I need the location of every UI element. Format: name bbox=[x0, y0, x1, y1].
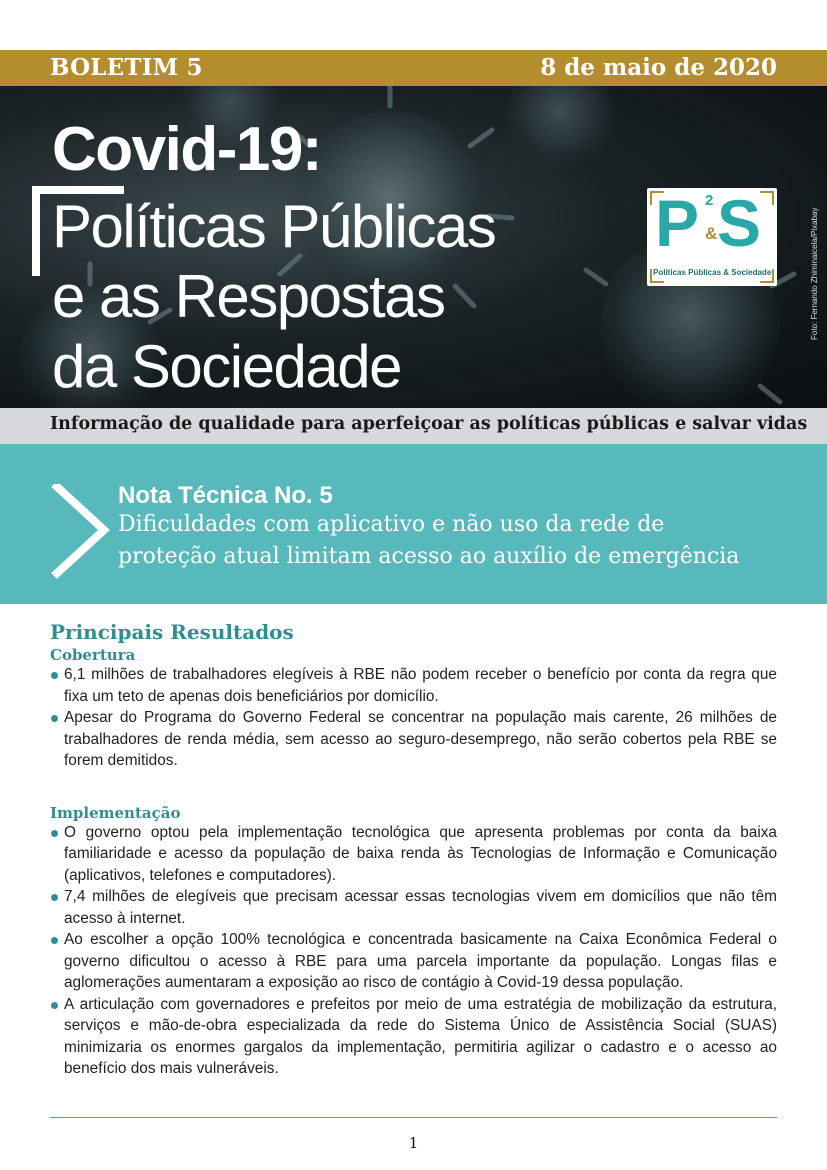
list-item: 7,4 milhões de elegíveis que precisam acessar essas tecnologias vivem em domicílios que não têm acesso à internet. bbox=[50, 886, 777, 929]
logo-letter-p: P bbox=[655, 186, 696, 260]
logo-tagline: Políticas Públicas & Sociedade bbox=[653, 268, 772, 277]
hero-banner bbox=[0, 86, 827, 408]
section-title-cobertura: Cobertura bbox=[50, 646, 136, 664]
section-title-implementacao: Implementação bbox=[50, 803, 181, 822]
logo-letter-s: S bbox=[717, 186, 762, 260]
tagline-text: Informação de qualidade para aperfeiçoar as políticas públicas e salvar vidas bbox=[50, 414, 808, 434]
photo-credit: Foto: Fernando Zhiminaicela/Pixabay bbox=[810, 207, 819, 340]
header-bar bbox=[0, 50, 827, 86]
footer-divider bbox=[50, 1117, 777, 1118]
logo-superscript: 2 bbox=[705, 192, 714, 209]
title-line-2: Políticas Públicas bbox=[52, 193, 496, 260]
list-item: O governo optou pela implementação tecnológica que apresenta problemas por conta da baixa familiaridade e acesso da população de baixa renda às Tecnologias de Informação e Comunicação (aplicativos, telefones e computadores). bbox=[50, 822, 777, 887]
logo-ampersand: & bbox=[705, 224, 718, 243]
tagline-band bbox=[0, 408, 827, 444]
results-heading: Principais Resultados bbox=[50, 620, 294, 644]
title-line-3: e as Respostas bbox=[52, 263, 445, 330]
title-line-1: Covid-19: bbox=[52, 115, 321, 184]
issue-label: BOLETIM 5 bbox=[50, 54, 203, 81]
technical-note-band bbox=[0, 444, 827, 604]
page-number: 1 bbox=[408, 1134, 419, 1152]
cobertura-list bbox=[50, 664, 777, 772]
list-item: A articulação com governadores e prefeitos por meio de uma estratégia de mobilização da estrutura, serviços e mão-de-obra especializada da rede do Sistema Único de Assistência Social (SUAS) minimizaria os enormes gargalos da implementação, permitiria agilizar o cadastro e o acesso ao benefício dos mais vulneráveis. bbox=[50, 994, 777, 1080]
chevron-right-icon bbox=[46, 484, 116, 624]
title-line-4: da Sociedade bbox=[52, 333, 401, 400]
pps-logo bbox=[647, 188, 777, 286]
issue-date: 8 de maio de 2020 bbox=[540, 54, 777, 81]
note-subtitle-line-2: proteção atual limitam acesso ao auxílio de emergência bbox=[118, 544, 740, 569]
list-item: 6,1 milhões de trabalhadores elegíveis à RBE não podem receber o benefício por conta da regra que fixa um teto de apenas dois beneficiários por domicílio. bbox=[50, 664, 777, 707]
main-results bbox=[50, 620, 777, 1080]
note-subtitle-line-1: Dificuldades com aplicativo e não uso da rede de bbox=[118, 512, 665, 537]
implementacao-list bbox=[50, 822, 777, 1080]
list-item: Apesar do Programa do Governo Federal se concentrar na população mais carente, 26 milhões de trabalhadores de renda média, sem acesso ao seguro-desemprego, não serão cobertos pela RBE se forem demitidos. bbox=[50, 707, 777, 772]
list-item: Ao escolher a opção 100% tecnológica e concentrada basicamente na Caixa Econômica Federal o governo dificultou o acesso à RBE para uma parcela importante da população. Longas filas e aglomerações aumentaram a exposição ao risco de contágio à Covid-19 dessa população. bbox=[50, 929, 777, 994]
note-number: Nota Técnica No. 5 bbox=[118, 482, 333, 509]
